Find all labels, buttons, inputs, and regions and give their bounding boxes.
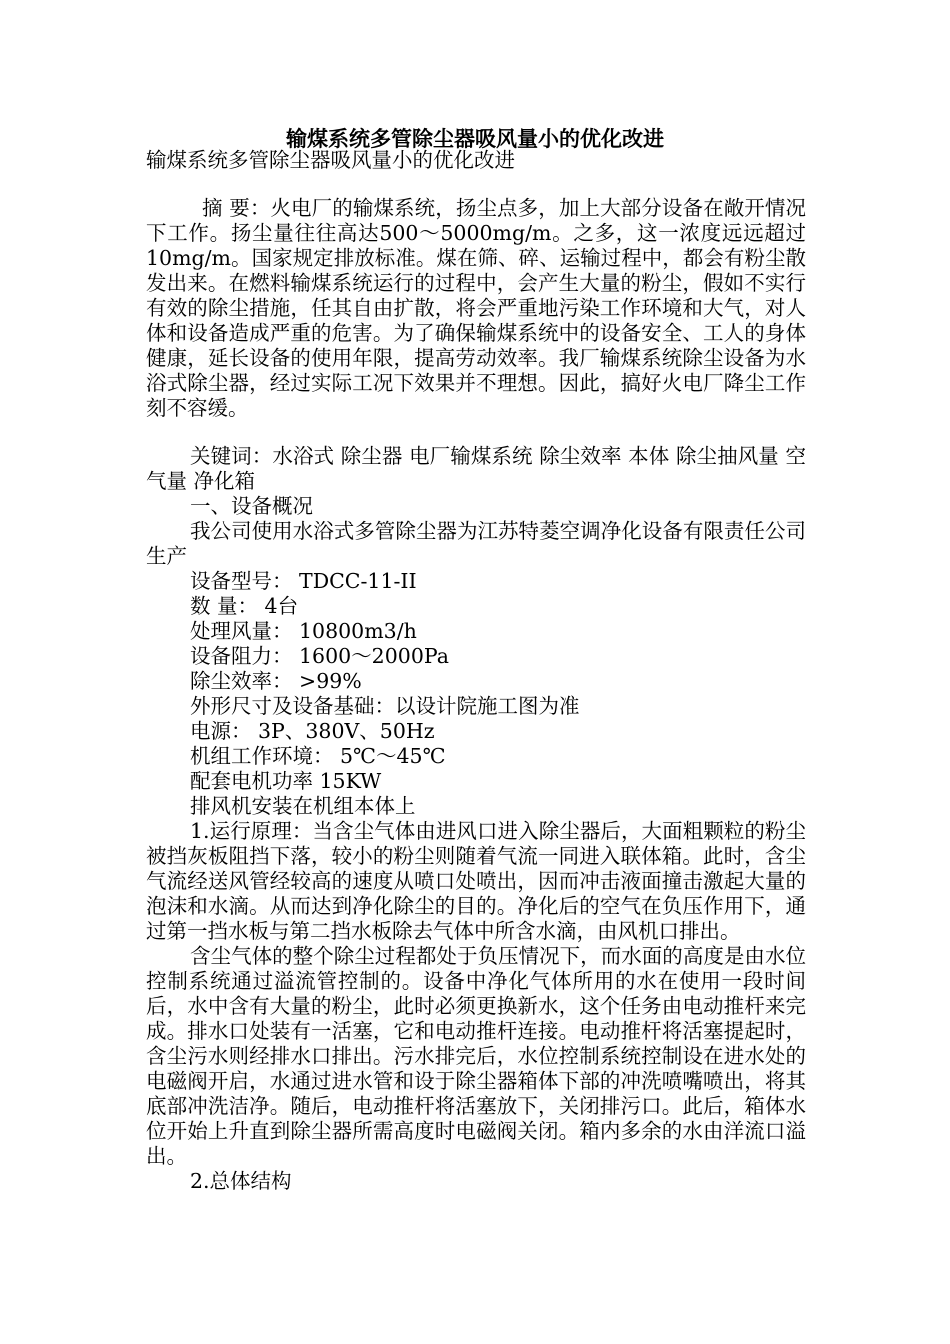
- spec-line: 电源： 3P、380V、50Hz: [190, 719, 435, 743]
- spec-line: 机组工作环境： 5℃～45℃: [190, 744, 446, 768]
- spec-line: 设备型号： TDCC-11-II: [190, 569, 417, 593]
- spec-line: 配套电机功率 15KW: [190, 769, 382, 793]
- spacer: [146, 173, 806, 196]
- section-heading-structure: 2.总体结构: [190, 1169, 292, 1193]
- document-body: [146, 148, 806, 1194]
- spec-line: 设备阻力： 1600～2000Pa: [190, 644, 449, 668]
- process-paragraph: 含尘气体的整个除尘过程都处于负压情况下，而水面的高度是由水位控制系统通过溢流管控制的。设备中净化气体所用的水在使用一段时间后，水中含有大量的粉尘，此时必须更换新水，这个任务由电动推杆来完成。排水口处装有一活塞，它和电动推杆连接。电动推杆将活塞提起时，含尘污水则经排水口排出。污水排完后，水位控制系统控制设在进水处的电磁阀开启，水通过进水管和设于除尘器箱体下部的冲洗喷嘴喷出，将其底部冲洗洁净。随后，电动推杆将活塞放下，关闭排污口。此后，箱体水位开始上升直到除尘器所需高度时电磁阀关闭。箱内多余的水由洋流口溢出。: [146, 944, 806, 1168]
- spec-line: 排风机安装在机组本体上: [190, 794, 416, 818]
- document-subtitle: 输煤系统多管除尘器吸风量小的优化改进: [146, 148, 515, 172]
- spec-line: 外形尺寸及设备基础：以设计院施工图为准: [190, 694, 580, 718]
- spec-line: 处理风量： 10800m3/h: [190, 619, 417, 643]
- overview-intro: 我公司使用水浴式多管除尘器为江苏特菱空调净化设备有限责任公司生产: [146, 519, 806, 568]
- keywords-paragraph: 关键词：水浴式 除尘器 电厂输煤系统 除尘效率 本体 除尘抽风量 空气量 净化箱: [146, 444, 806, 493]
- document-title: 输煤系统多管除尘器吸风量小的优化改进: [286, 126, 664, 151]
- abstract-paragraph: 摘 要：火电厂的输煤系统，扬尘点多，加上大部分设备在敞开情况下工作。扬尘量往往高达500～5000mg/m。之多，这一浓度远远超过10mg/m。国家规定排放标准。煤在筛、碎、运输过程中，都会有粉尘散发出来。在燃料输煤系统运行的过程中，会产生大量的粉尘，假如不实行有效的除尘措施，任其自由扩散，将会严重地污染工作环境和大气，对人体和设备造成严重的危害。为了确保输煤系统中的设备安全、工人的身体健康，延长设备的使用年限，提高劳动效率。我厂输煤系统除尘设备为水浴式除尘器，经过实际工况下效果并不理想。因此，搞好火电厂降尘工作刻不容缓。: [146, 196, 806, 420]
- spec-line: 数 量： 4台: [190, 594, 299, 618]
- spec-line: 除尘效率： >99%: [190, 669, 362, 693]
- principle-paragraph: 1.运行原理：当含尘气体由进风口进入除尘器后，大面粗颗粒的粉尘被挡灰板阻挡下落，较小的粉尘则随着气流一同进入联体箱。此时，含尘气流经送风管经较高的速度从喷口处喷出，因而冲击液面撞击激起大量的泡沫和水滴。从而达到净化除尘的目的。净化后的空气在负压作用下，通过第一挡水板与第二挡水板除去气体中所含水滴，由风机口排出。: [146, 819, 806, 943]
- spacer: [146, 421, 806, 444]
- section-heading-overview: 一、设备概况: [190, 494, 313, 518]
